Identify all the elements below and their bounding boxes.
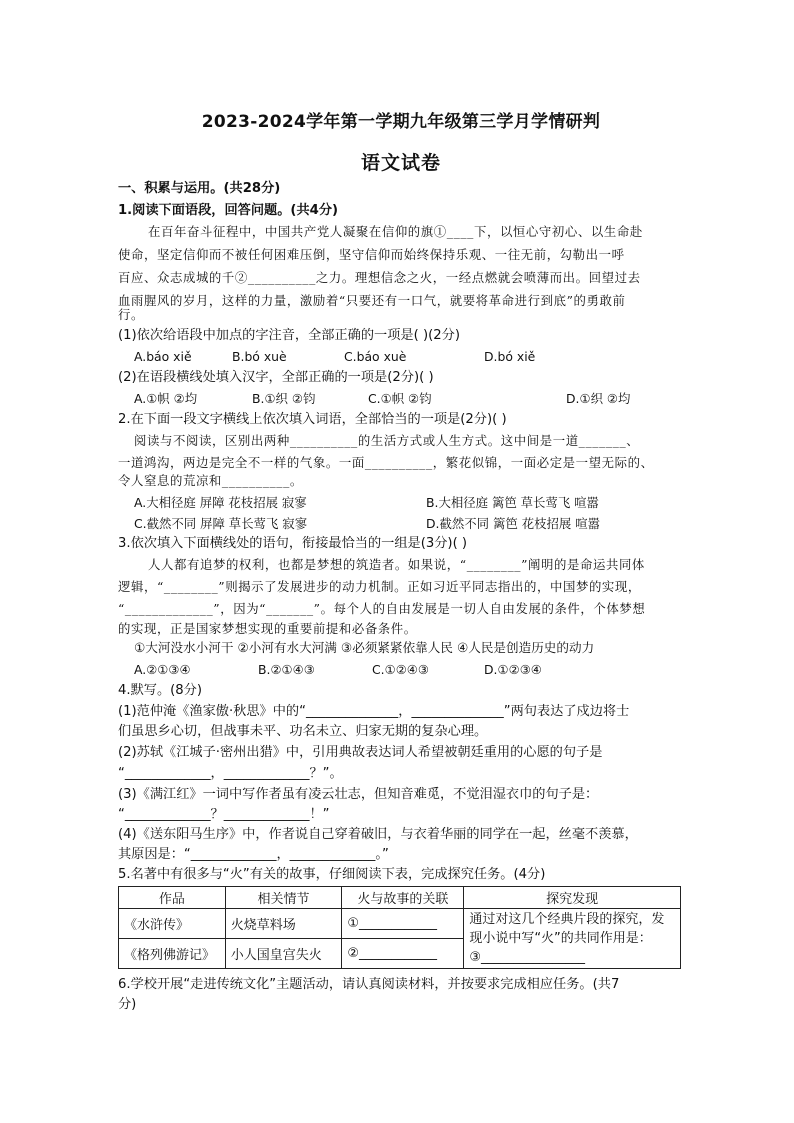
q1-sub-question-2: (2)在语段横线处填入汉字，全部正确的一项是(2分)( )	[118, 370, 434, 385]
q3-passage-line: 人人都有追梦的权利，也都是梦想的筑造者。如果说，“________”阐明的是命运共同体	[148, 557, 645, 572]
q2-passage-line: 一道鸿沟，两边是完全不一样的气象。一面__________，繁花似锦，一面必定是一望无际的、	[118, 455, 654, 470]
q1-1-option-b: B.bó xuè	[232, 349, 287, 364]
q2-option-a: A.大相径庭 屏障 花枝招展 寂寥	[134, 495, 307, 510]
q1-2-option-a: A.①帜 ②均	[134, 391, 198, 406]
table-header-cell: 探究发现	[464, 887, 681, 909]
q4-line: “_____________，_____________？”。	[118, 766, 343, 781]
fire-story-table	[118, 886, 681, 969]
q1-2-option-c: C.①帜 ②钧	[368, 391, 432, 406]
table-header-cell: 作品	[119, 887, 226, 909]
q1-sub-question-1: (1)依次给语段中加点的字注音，全部正确的一项是( )(2分)	[118, 328, 460, 343]
q2-passage-line: 令人窒息的荒凉和__________。	[118, 473, 303, 488]
table-cell-finding[interactable]: 通过对这几个经典片段的探究，发现小说中写“火”的共同作用是：③________________	[464, 909, 681, 969]
question-2-stem: 2.在下面一段文字横线上依次填入词语，全部恰当的一项是(2分)( )	[118, 412, 507, 427]
table-header-cell: 火与故事的关联	[342, 887, 464, 909]
q4-line: 们虽思乡心切，但战事未平、功名未立、归家无期的复杂心理。	[118, 724, 488, 739]
q1-passage-line: 使命，坚定信仰而不被任何困难压倒，坚守信仰而始终保持乐观、一往无前，勾勒出一呼	[118, 247, 625, 262]
table-header-cell: 相关情节	[225, 887, 342, 909]
q3-statements: ①大河没水小河干 ②小河有水大河满 ③必须紧紧依靠人民 ④人民是创造历史的动力	[134, 640, 595, 655]
question-6-stem-cont: 分)	[118, 997, 137, 1012]
q4-line: (4)《送东阳马生序》中，作者说自己穿着破旧，与衣着华丽的同学在一起，丝毫不羡慕，	[118, 827, 638, 842]
q2-passage-line: 阅读与不阅读，区别出两种__________的生活方式或人生方式。这中间是一道_______、	[134, 433, 640, 448]
q1-passage-line: 百应、众志成城的千②__________之力。理想信念之火，一经点燃就会喷薄而出。回望过去	[118, 270, 641, 285]
q3-option-b: B.②①④③	[258, 662, 315, 677]
question-3-stem: 3.依次填入下面横线处的语句，衔接最恰当的一组是(3分)( )	[118, 536, 468, 551]
q3-option-c: C.①②④③	[372, 662, 430, 677]
q2-option-b: B.大相径庭 篱笆 草长莺飞 喧嚣	[426, 495, 599, 510]
q3-passage-line: 逻辑，“________”则揭示了发展进步的动力机制。正如习近平同志指出的，中国梦的实现，	[118, 579, 641, 594]
q3-option-d: D.①②③④	[484, 662, 542, 677]
q4-line: (1)范仲淹《渔家傲·秋思》中的“______________，______________”两句表达了戍边将士	[118, 704, 630, 719]
q1-1-option-a: A.báo xiě	[134, 349, 192, 364]
exam-subject: 语文试卷	[360, 152, 441, 174]
table-cell-answer-blank[interactable]: ②____________	[342, 939, 464, 969]
section-heading: 一、积累与运用。(共28分)	[118, 181, 281, 196]
q4-line: “_____________？_____________！”	[118, 807, 330, 822]
table-cell-plot: 小人国皇宫失火	[225, 939, 342, 969]
table-cell-work: 《格列佛游记》	[119, 939, 226, 969]
q1-2-option-b: B.①织 ②钧	[252, 391, 316, 406]
q1-passage-line: 在百年奋斗征程中，中国共产党人凝聚在信仰的旗①____下，以恒心守初心、以生命赴	[148, 224, 643, 239]
q3-option-a: A.②①③④	[134, 662, 191, 677]
question-5-stem: 5.名著中有很多与“火”有关的故事，仔细阅读下表，完成探究任务。(4分)	[118, 867, 546, 882]
question-4-stem: 4.默写。(8分)	[118, 683, 203, 698]
q4-line: (3)《满江红》一词中写作者虽有凌云壮志，但知音难觅，不觉泪湿衣巾的句子是：	[118, 787, 599, 802]
q1-2-option-d: D.①织 ②均	[566, 391, 631, 406]
question-6-stem: 6.学校开展“走进传统文化”主题活动，请认真阅读材料，并按要求完成相应任务。(共7	[118, 977, 620, 992]
q1-1-option-d: D.bó xiě	[484, 349, 536, 364]
question-1-stem: 1.阅读下面语段，回答问题。(共4分)	[118, 203, 339, 218]
table-cell-answer-blank[interactable]: ①____________	[342, 909, 464, 939]
exam-title: 2023-2024学年第一学期九年级第三学月学情研判	[201, 112, 601, 132]
table-cell-work: 《水浒传》	[119, 909, 226, 939]
q4-line: 其原因是：“_____________，_____________。”	[118, 847, 389, 862]
q2-option-c: C.截然不同 屏障 草长莺飞 寂寥	[134, 516, 308, 531]
q4-line: (2)苏轼《江城子·密州出猎》中，引用典故表达词人希望被朝廷重用的心愿的句子是	[118, 745, 603, 760]
q1-1-option-c: C.báo xuè	[344, 349, 407, 364]
table-header-row	[119, 887, 681, 909]
q1-passage-line: 行。	[118, 307, 144, 322]
q3-passage-line: 的实现，正是国家梦想实现的重要前提和必备条件。	[118, 621, 417, 636]
q3-passage-line: “_____________”，因为“_______”。每个人的自由发展是一切人自由发展的条件，个体梦想	[118, 601, 646, 616]
table-row	[119, 909, 681, 939]
q2-option-d: D.截然不同 篱笆 花枝招展 喧嚣	[426, 516, 600, 531]
q1-passage-line: 血雨腥风的岁月，这样的力量，激励着“只要还有一口气，就要将革命进行到底”的勇敢前	[118, 293, 626, 308]
table-cell-plot: 火烧草料场	[225, 909, 342, 939]
